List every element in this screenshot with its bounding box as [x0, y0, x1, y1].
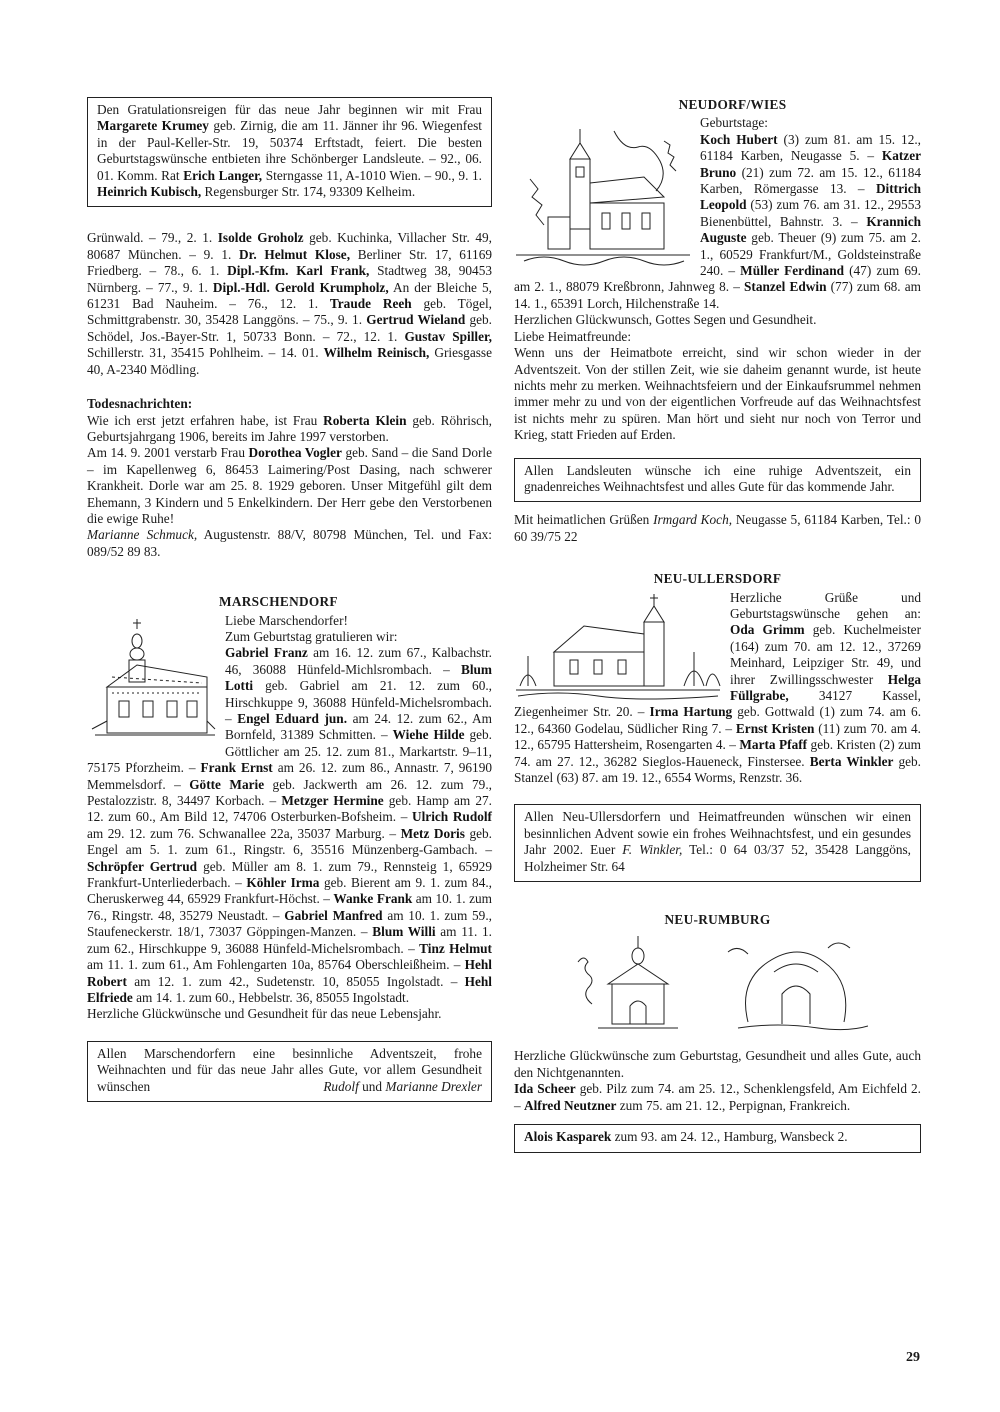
neu-rumburg-birthdays: Ida Scheer geb. Pilz zum 74. am 25. 12., Schenklengsfeld, Am Eichfeld 2. – Alfred Neutzner zum 75. am 21. 12., Perpignan, Frankreich.	[514, 1081, 921, 1113]
village-church-icon	[514, 592, 722, 700]
intro-text: Den Gratulationsreigen für das neue Jahr beginnen wir mit Frau Margarete Krumey geb. Zirnig, die am 11. Jänner ihr 96. Wiegenfest in der Paul-Keller-Str. 19, 50374 Erftstadt, feiert. Die besten Geburtstagswünsche entbieten ihre Schönberger Landsleute. – 92., 06. 01. Komm. Rat Erich Langer, Sterngasse 11, A-1010 Wien. – 90., 9. 1. Heinrich Kubisch, Regensburger Str. 174, 93309 Kelheim.	[97, 102, 482, 200]
neu-rumburg-box	[514, 1124, 921, 1152]
neudorf-letter: Wenn uns der Heimatbote erreicht, sind wir schon wieder in der Adventszeit. Von der stillen Zeit, wie sie daheim genannt wurde, ist heute nichts mehr zu merken. Weihnachtsfeiern und der Einkaufsrummel nehmen immer mehr zu und von der eigentlichen Vorfreude auf das Weihnachtsfest ist nichts mehr zu spüren. Man hört und sieht nur noch von Terror und Krieg, statt Frieden auf Erden.	[514, 345, 921, 443]
death-notice-2: Am 14. 9. 2001 verstarb Frau Dorothea Vogler geb. Sand – die Sand Dorle – im Kapellenweg 6, 86453 Laimering/Post Dasing, nach schwerer Krankheit. Dorle war am 25. 8. 1929 geboren. Unser Mitgefühl gilt dem Ehemann, 3 Kindern und 5 Enkelkindern. Der Herr gebe den Verstorbenen die ewige Ruhe!	[87, 445, 493, 526]
marschendorf-box	[87, 1041, 492, 1103]
left-column	[87, 97, 492, 1102]
name-erich-langer: Erich Langer,	[183, 167, 263, 183]
neudorf-box	[514, 458, 921, 503]
neudorf-signature: Mit heimatlichen Grüßen Irmgard Koch, Neugasse 5, 61184 Karben, Tel.: 0 60 39/75 22	[514, 512, 921, 544]
neu-rumburg-illustration	[514, 932, 921, 1042]
page-number: 29	[906, 1350, 920, 1365]
neu-ullersdorf-text: Herzliche Grüße und Geburtstagswünsche gehen an: Oda Grimm geb. Kuchelmeister (164) zum 70. am 12. 12., 37269 Meinhard, Leipziger Str. 49, und ihrer Zwillingsschwester Helga Füllgrabe, 34127 Kassel, Ziegenheimer Str. 20. – Irma Hartung geb. Gottwald (1) zum 74. am 6. 12., 64360 Godelau, Südlicher Ring 7. – Ernst Kristen (11) zum 70. am 4. 12., 65795 Hattersheim, Rosengarten 4. – Marta Pfaff geb. Kristen (2) zum 74. am 27. 12., 36282 Sieglos-Haueneck, Finstersee. Berta Winkler geb. Stanzel (63) 87. am 19. 12., 6554 Worms, Renzstr. 36.	[514, 589, 922, 786]
chapel-and-shrine-icon	[568, 932, 868, 1042]
marschendorf-intro: Zum Geburtstag gratulieren wir:	[225, 628, 398, 644]
marschendorf-title: MARSCHENDORF	[219, 594, 338, 610]
neu-ullersdorf-box	[514, 804, 921, 882]
neu-ullersdorf-box-text: Allen Neu-Ullersdorfern und Heimatfreunden wünschen wir einen besinnlichen Advent sowie ein frohes Weihnachtsfest, und ein gesundes Jahr 2002. Euer F. Winkler, Tel.: 0 64 03/37 52, 35428 Langgöns, Holzheimer Str. 64	[524, 809, 911, 874]
neu-rumburg-wishes: Herzliche Glückwünsche zum Geburtstag, Gesundheit und alles Gute, auch den Nichtgenannten.	[514, 1048, 921, 1080]
neudorf-birthdays: Koch Hubert (3) zum 81. am 15. 12., 61184 Karben, Neugasse 5. – Katzer Bruno (21) zum 72. am 15. 12., 61184 Karben, Römergasse 13. – Dittrich Leopold (53) zum 76. am 31. 12., 29553 Bienenbüttel, Bahnstr. 3. – Krannich Auguste geb. Theuer (9) zum 75. am 2. 1., 60529 Frankfurt/M., Goldsteinstraße 240. – Müller Ferdinand (47) zum 69. am 2. 1., 88079 Kreßbronn, Jahnweg 8. – Stanzel Edwin (77) zum 68. am 14. 1., 65391 Lorch, Hilchenstraße 14.	[514, 131, 921, 311]
birthday-continuation: Grünwald. – 79., 2. 1. Isolde Groholz geb. Kuchinka, Villacher Str. 49, 80687 München. – 9. 1. Dr. Helmut Klose, Berliner Str. 17, 61169 Friedberg. – 78., 6. 1. Dipl.-Kfm. Karl Frank, Stadtweg 38, 90453 Nürnberg. – 77., 9. 1. Dipl.-Hdl. Gerold Krumpholz, An der Bleiche 5, 61231 Bad Nauheim. – 76., 12. 1. Traude Reeh geb. Tögel, Schmittgrabenstr. 30, 35428 Langgöns. – 75., 9. 1. Gertrud Wieland geb. Schödel, Jos.-Bayer-Str. 1, 50733 Bonn. – 72., 12. 1. Gustav Spiller, Schillerstr. 31, 35415 Pohlheim. – 14. 01. Wilhelm Reinisch, Griesgasse 40, A-2340 Mödling.	[87, 230, 492, 377]
neudorf-church-illustration	[514, 121, 692, 271]
marschendorf-greeting: Liebe Marschendorfer!	[225, 612, 348, 628]
death-notice-signature: Marianne Schmuck, Augustenstr. 88/V, 80798 München, Tel. und Fax: 089/52 89 83.	[87, 527, 493, 559]
marschendorf-closing: Herzliche Glückwünsche und Gesundheit für das neue Lebensjahr.	[87, 1006, 442, 1022]
right-column	[514, 97, 921, 1153]
neu-ullersdorf-title: NEU-ULLERSDORF	[653, 571, 782, 587]
neudorf-box-text: Allen Landsleuten wünsche ich eine ruhige Adventszeit, ein gnadenreiches Weihnachtsfest und alles Gute für das kommende Jahr.	[524, 462, 911, 494]
marschendorf-box-signature: Rudolf und Marianne Drexler	[323, 1078, 482, 1094]
neudorf-title: NEUDORF/WIES	[678, 97, 787, 112]
neudorf-wishes: Herzlichen Glückwunsch, Gottes Segen und Gesundheit.	[514, 312, 817, 328]
marschendorf-chapel-illustration	[87, 617, 217, 745]
name-margarete-krumey: Margarete Krumey	[97, 118, 209, 134]
intro-box	[87, 97, 492, 207]
neu-rumburg-box-text: Alois Kasparek zum 93. am 24. 12., Hamburg, Wansbeck 2.	[524, 1129, 848, 1145]
death-notice-1: Wie ich erst jetzt erfahren habe, ist Frau Roberta Klein geb. Röhrisch, Geburtsjahrgang 1906, bereits im Jahre 1997 verstorben.	[87, 412, 492, 444]
neudorf-greeting: Liebe Heimatfreunde:	[514, 328, 632, 344]
marschendorf-birthdays: Gabriel Franz am 16. 12. zum 67., Kalbachstr. 46, 36088 Hünfeld-Michlsrombach. – Blum Lotti geb. Gabriel am 21. 12. zum 60., Hirschkuppe 9, 36088 Hünfeld-Michelsrombach. – Engel Eduard jun. am 24. 12. zum 62., Am Bornfeld, 31389 Schmitten. – Wiehe Hilde geb. Göttlicher am 25. 12. zum 81., Markartstr. 9–11, 75175 Pforzheim. – Frank Ernst am 26. 12. zum 86., Annastr. 7, 96190 Memmelsdorf. – Götte Marie geb. Jackwerth am 26. 12. zum 79., Pestalozzistr. 8, 34497 Korbach. – Metzger Hermine geb. Hamp am 27. 12. zum 60., Am Bild 12, 74706 Osterburken-Bofsheim. – Ulrich Rudolf am 29. 12. zum 76. Schwanallee 22a, 35037 Marburg. – Metz Doris geb. Engel am 5. 1. zum 61., Ringstr. 6, 35516 Münzenberg-Gambach. – Schröpfer Gertrud geb. Müller am 8. 1. zum 79., Rennsteig 1, 65929 Frankfurt-Unterliederbach. – Köhler Irma geb. Bierent am 9. 1. zum 84., Cheruskerweg 44, 65929 Frankfurt-Höchst. – Wanke Frank am 10. 1. zum 76., Ringstr. 48, 35279 Neustadt. – Gabriel Manfred am 10. 1. zum 59., Staufeneckerstr. 18/1, 73037 Göppingen-Manzen. – Blum Willi am 11. 1. zum 62., Hirschkuppe 9, 36088 Hünfeld-Michelsrombach. – Tinz Helmut am 11. 1. zum 61., Am Fohlengarten 10a, 85764 Oberschleißheim. – Hehl Robert am 12. 1. zum 42., Sudetenstr. 10, 85055 Ingolstadt. – Hehl Elfriede am 14. 1. zum 60., Hebbelstr. 36, 85055 Ingolstadt.	[87, 645, 493, 1005]
death-notices-heading: Todesnachrichten:	[87, 396, 193, 412]
name-heinrich-kubisch: Heinrich Kubisch,	[97, 184, 202, 200]
neu-rumburg-title: NEU-RUMBURG	[664, 912, 771, 928]
neudorf-intro: Geburtstage:	[700, 115, 768, 131]
marschendorf-box-text: Allen Marschendorfern eine besinnliche Adventszeit, frohe Weihnachten und für das neue Jahr alles Gute, vor allem Gesundheit wünschen	[97, 1045, 482, 1094]
neu-ullersdorf-church-illustration	[514, 592, 722, 700]
chapel-drawing-icon	[87, 617, 217, 745]
church-sketch-icon	[514, 121, 692, 271]
